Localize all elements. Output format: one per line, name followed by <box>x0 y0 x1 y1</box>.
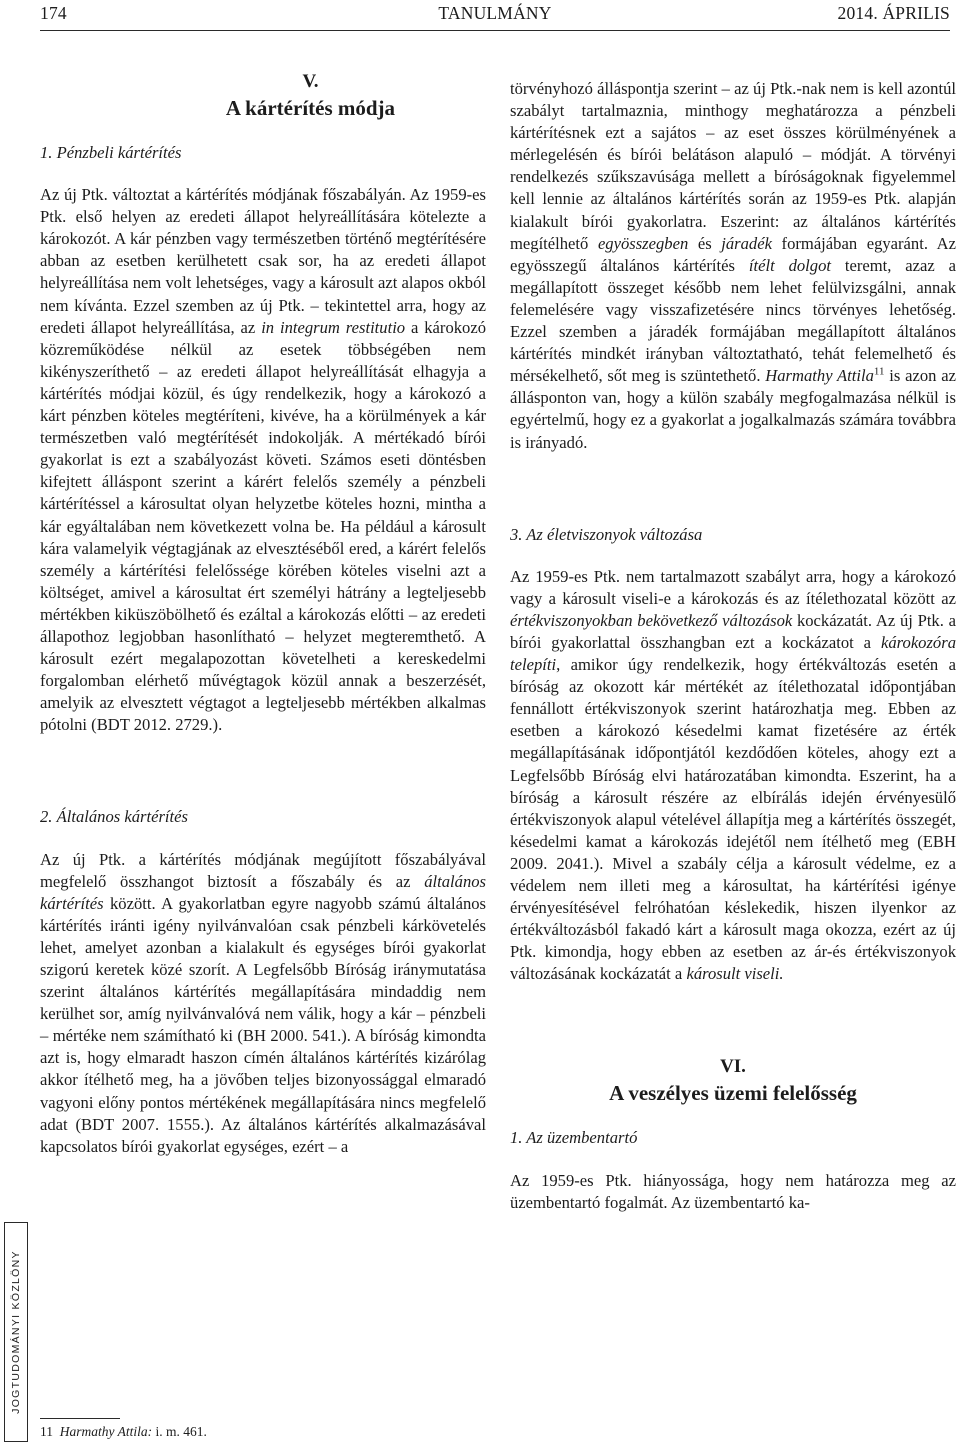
section-vi-subsection-1-paragraph: Az 1959-es Ptk. hiányossága, hogy nem határozza meg az üzembentartó fogalmát. Az üzembentartó ka- <box>510 1170 956 1212</box>
section-v-title: A kártérítés módja <box>225 96 396 120</box>
journal-name: JOGTUDOMÁNYI KÖZLÖNY <box>10 1250 22 1414</box>
subsection-2-paragraph: Az új Ptk. a kártérítés módjának megújított főszabályával megfelelő összhangot biztosít a főszabály és az általános kártérítés között. A gyakorlatban egyre nagyobb számú általános kártérítés iránti igény nyilvánvalóan csak pénzbeli kárkövetelés lehet, amelyet azonban a kialakult és egységes bírói gyakorlat szigorú keretek közé szorít. A Legfelsőbb Bíróság iránymutatása szerint általános kártérítés megállapítására mindaddig nem kerülhet sor, amíg nyilvánvalóvá nem válik, hogy a kár – pénzbeli – mértéke nem számítható ki (BH 2000. 541.). A bíróság kimondta azt is, hogy elmaradt haszon címén általános kártérítés kizárólag akkor ítélhető meg, ha a jövőben teljes bizonyossággal elmaradó vagyoni előny pontos mértékének megállapítására nincs megfelelő adat (BDT 2007. 1555.). Az általános kártérítés alkalmazásával kapcsolatos bírói gyakorlat egységes, ezért – a <box>40 849 486 1156</box>
page-number: 174 <box>40 3 67 23</box>
running-header <box>40 0 950 31</box>
journal-section: TANULMÁNY <box>438 3 552 23</box>
subsection-2-heading: 2. Általános kártérítés <box>40 807 188 827</box>
section-vi-subsection-1-heading: 1. Az üzembentartó <box>510 1128 638 1148</box>
section-v-number: V. <box>302 71 319 92</box>
journal-side-label <box>4 1222 28 1442</box>
subsection-3-paragraph: Az 1959-es Ptk. nem tartalmazott szabályt arra, hogy a károkozó vagy a károsult viseli-e a károkozás és az ítélethozatal között az értékviszonyokban bekövetkező változások kockázatát. Az új Ptk. a bírói gyakorlattal összhangban ezt a kockázatot a károkozóra telepíti, amikor úgy rendelkezik, hogy értékváltozás esetén a bíróság az okozott kár mértékét az ítélethozatal időpontjában fennállott értékviszonyok szerint határozhatja meg. Ebben az esetben a károkozó késedelmi kamat fizetésére az érték megállapításának időpontjától kezdődően köteles, ahogy ezt a Legfelsőbb Bíróság elvi határozatában kimondta. Eszerint, ha a bíróság a károsult részére az elbírálás idején érvényesülő értékviszonyok alapul vételével állapítja meg a kártérítés összegét, késedelmi kamat a károkozás idejétől nem ítélhető meg (EBH 2009. 2041.). Mivel a szabály célja a károsult védelme, ez a védelem nem illeti meg a károsultat, ha kártérítési igénye érvényesítésével felróhatóan késlekedik, hiszen ilyenkor az értékváltozásból fakadó kárt a károsult maga okozza, ezért az új Ptk. kimondja, hogy ebben az esetben az ár-és értékviszonyok változásának kockázatát a károsult viseli. <box>510 566 956 984</box>
footnote: 11 Harmathy Attila: i. m. 461. <box>40 1424 207 1439</box>
subsection-3-heading: 3. Az életviszonyok változása <box>510 524 703 544</box>
subsection-1-heading: 1. Pénzbeli kártérítés <box>40 143 182 162</box>
section-vi-title: A veszélyes üzemi felelősség <box>609 1081 857 1106</box>
left-column <box>40 70 486 1158</box>
footnote-rule <box>40 1418 120 1419</box>
subsection-1-paragraph: Az új Ptk. változtat a kártérítés módjának főszabályán. Az 1959-es Ptk. első helyen az eredeti állapot helyreállítására kötelezte a károkozót. A kár pénzben vagy természetben történő megtérítésére abban az esetben kerülhetett csak sor, ha az eredeti állapot helyreállítása nem volt lehetséges, vagy a károsult azt alapos okból nem kívánta. Ezzel szemben az új Ptk. – tekintettel arra, hogy az eredeti állapot helyreállítása, az in integrum restitutio a károkozó közreműködése nélkül az esetek többségében nem kikényszeríthető – az eredeti állapot helyreállítását elhagyja a kártérítés módjai közül, és úgy rendelkezik, hogy a károkozó a kárt pénzben köteles megtéríteni, kivéve, ha a körülmények a kár természetben való megtérítését indokolják. A mértékadó bírói gyakorlat is ezt a szabályozást követi. Számos eseti döntésben kifejtett álláspont szerint a kárért felelős személy a pénzbeli kártérítéssel a károsultat olyan helyzetbe köteles hozni, mintha a kár egyáltalában nem következett volna be. Ha például a károsult kára valamelyik végtagjának az elvesztéséből ered, a kárért felelős személy a kártérítési felelőssége körében köteles viselni azt a költséget, amivel a károsultat ért személyi hátrány a legteljesebb mértékben kiküszöbölhető és ezáltal a károkozás előtti – az eredeti állapothoz legjobban hasonlítható – helyzet megteremthető. A károsult ezért megalapozottan követelheti a kereskedelmi forgalomban elérhető művégtagok közül annak a beszerzését, amelyik az elvesztett végtagot a legteljesebb mértékben alkalmas pótolni (BDT 2012. 2729.). <box>40 185 486 735</box>
subsection-2-paragraph-continued: törvényhozó álláspontja szerint – az új Ptk.-nak nem is kell azontúl szabályt tartalmaznia, minthogy meghatározza a pénzbeli kártérítésnek ezt a sajátos – az eset összes körülményének a mérlegelésén és bírói belátáson alapuló – módját. A törvényi rendelkezés szűkszavúsága mellett a bíróságoknak figyelemmel kell lennie az általános kártérítés során az 1959-es Ptk. alapján kialakult bírói gyakorlatra. Eszerint: az általános kártérítés megítélhető egyösszegben és járadék formájában egyaránt. Az egyösszegű általános kártérítés ítélt dolgot teremt, azaz a megállapított összeget később nem lehet felülvizsgálni, annak felemelésére vagy visszafizetésére nincs törvényes lehetőség. Ezzel szemben a járadék formájában megállapított általános kártérítés mindkét irányban változtatható, tehát felemelhető és mérsékelhető, sőt meg is szüntethető. Harmathy Attila$^{11}$ is azon az állásponton van, hogy a külön szabály megfogalmazása nélkül is egyértelmű, hogy ez a gyakorlat a jogalkalmazás számára továbbra is irányadó. <box>510 79 956 452</box>
section-vi-number: VI. <box>720 1056 746 1078</box>
issue-date: 2014. ÁPRILIS <box>837 3 950 23</box>
right-column <box>510 78 956 1214</box>
